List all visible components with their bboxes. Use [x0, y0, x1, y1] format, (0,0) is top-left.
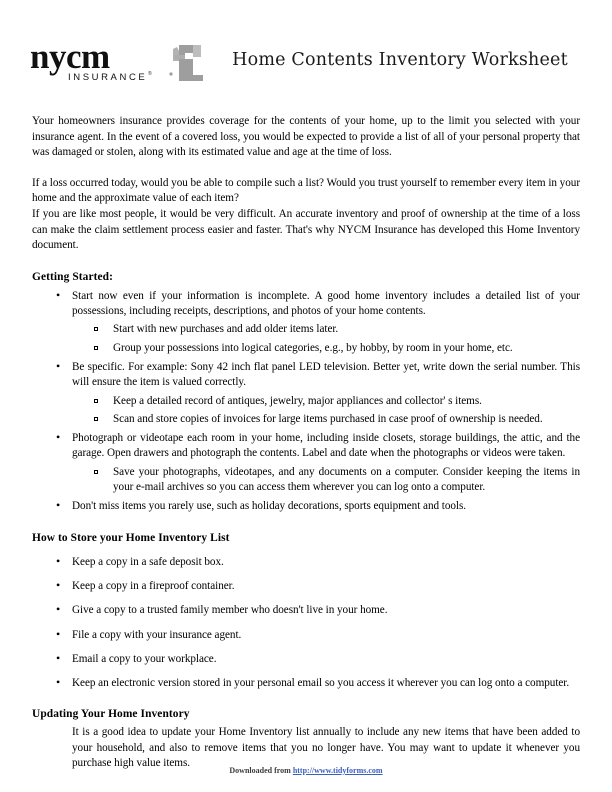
- logo-wordmark: nycm: [30, 37, 110, 76]
- list-item: • Keep a copy in a fireproof container.: [32, 579, 580, 594]
- sub-list-item: Save your photographs, videotapes, and any documents on a computer. Consider keeping the items in your e-mail archives so you can access them wherever you can log onto a computer.: [72, 465, 580, 496]
- page-title: Home Contents Inventory Worksheet: [232, 50, 568, 70]
- sub-list: [72, 322, 580, 356]
- spacer: [32, 161, 580, 176]
- list-item: • File a copy with your insurance agent.: [32, 628, 580, 643]
- section-heading-getting-started: Getting Started:: [32, 270, 114, 283]
- spacer: [32, 691, 580, 706]
- list-item: [32, 360, 580, 427]
- list-item-text: Start now even if your information is incomplete. A good home inventory includes a detailed list of your possessions, including receipts, descriptions, and photos of your home contents.: [72, 289, 580, 318]
- document-body: [32, 114, 580, 771]
- list-item: • Give a copy to a trusted family member who doesn't live in your home.: [32, 603, 580, 618]
- section-heading-how-to-store: How to Store your Home Inventory List: [32, 531, 230, 544]
- list-item: [32, 431, 580, 495]
- logo-subtitle: INSURANCE: [68, 72, 148, 83]
- list-item: • Don't miss items you rarely use, such as holiday decorations, sports equipment and tools.: [32, 499, 580, 514]
- sub-list-item: Start with new purchases and add older items later.: [72, 322, 580, 337]
- intro-paragraph-3: If you are like most people, it would be very difficult. An accurate inventory and proof of ownership at the time of a loss can make the claim settlement process easier and faster. That's why NYCM Insurance has developed this Home Inventory document.: [32, 207, 580, 252]
- sub-list: [72, 465, 580, 496]
- section-heading-updating: Updating Your Home Inventory: [32, 708, 190, 721]
- spacer: [32, 515, 580, 530]
- sub-list-item: Scan and store copies of invoices for large items purchased in case proof of ownership is needed.: [72, 412, 580, 427]
- getting-started-list: [32, 289, 580, 515]
- spacer: [32, 254, 580, 269]
- registered-trademark-icon: ®: [148, 71, 152, 77]
- footer: [0, 766, 612, 775]
- intro-paragraph-2: If a loss occurred today, would you be able to compile such a list? Would you trust yourself to remember every item in your home and the approximate value of each item?: [32, 176, 580, 205]
- storage-list: [32, 555, 580, 692]
- sub-list-item: Keep a detailed record of antiques, jewelry, major appliances and collector' s items.: [72, 394, 580, 409]
- sub-list-item: Group your possessions into logical categories, e.g., by hobby, by room in your home, etc.: [72, 341, 580, 356]
- nycm-insurance-logo: [30, 37, 180, 90]
- footer-download-link[interactable]: http://www.tidyforms.com: [292, 766, 383, 775]
- sub-list: [72, 394, 580, 428]
- nycm-abstract-mark-icon: [167, 41, 207, 85]
- document-header: [0, 38, 612, 94]
- footer-label: Downloaded from: [229, 766, 293, 775]
- list-item: • Email a copy to your workplace.: [32, 652, 580, 667]
- list-item-text: Photograph or videotape each room in your home, including inside closets, storage buildings, the attic, and the garage. Open drawers and photograph the contents. Label and date when the photographs or videos were taken.: [72, 432, 580, 460]
- list-item: [32, 289, 580, 356]
- updating-paragraph: It is a good idea to update your Home Inventory list annually to include any new items that have been added to your household, and also to remove items that you no longer have. You may want to update it whenever you purchase high value items.: [72, 726, 580, 769]
- list-item-text: Be specific. For example: Sony 42 inch flat panel LED television. Better yet, write down the serial number. This will ensure the item is valued correctly.: [72, 360, 580, 389]
- intro-paragraph-1: Your homeowners insurance provides coverage for the contents of your home, up to the limit you selected with your insurance agent. In the event of a covered loss, you would be expected to provide a list of all of your personal property that was damaged or stolen, along with its estimated value and age at the time of loss.: [32, 115, 580, 159]
- list-item: • Keep an electronic version stored in your personal email so you access it wherever you can log onto a computer.: [32, 676, 580, 691]
- list-item: • Keep a copy in a safe deposit box.: [32, 555, 580, 570]
